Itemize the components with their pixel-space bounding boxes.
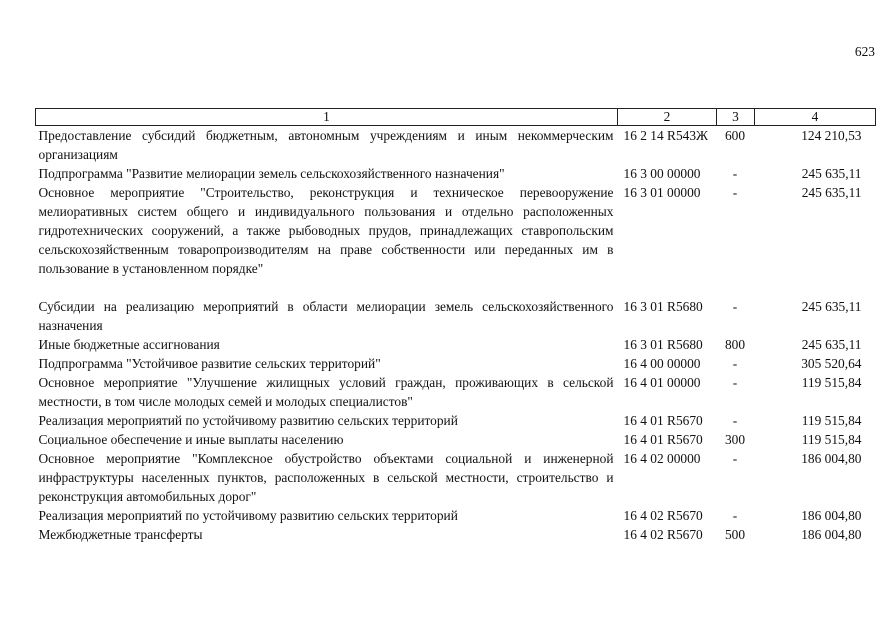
row-code: 16 4 01 R5670 xyxy=(623,432,703,447)
row-amount: 305 520,64 xyxy=(801,356,862,371)
row-amount: 245 635,11 xyxy=(801,166,862,181)
row-amount: 186 004,80 xyxy=(801,451,862,466)
row-name: Предоставление субсидий бюджетным, автономным учреждениям и иным некоммерческим организациям xyxy=(38,128,614,162)
row-amount: 245 635,11 xyxy=(801,299,862,314)
row-expense-type: 300 xyxy=(724,432,746,447)
row-expense-type: - xyxy=(732,451,738,466)
row-expense-type: - xyxy=(732,508,738,523)
row-code: 16 3 01 R5680 xyxy=(623,299,703,314)
row-expense-type: - xyxy=(732,185,738,200)
table-row xyxy=(36,506,876,525)
column-header-4: 4 xyxy=(755,109,876,126)
row-name: Иные бюджетные ассигнования xyxy=(38,337,220,352)
table-row xyxy=(36,335,876,354)
table-row xyxy=(36,164,876,183)
budget-table xyxy=(35,108,876,544)
row-code: 16 4 02 00000 xyxy=(623,451,701,466)
row-code: 16 2 14 R543Ж xyxy=(623,128,709,143)
page-number: 623 xyxy=(854,44,875,59)
row-amount: 186 004,80 xyxy=(801,508,862,523)
row-code: 16 3 01 R5680 xyxy=(623,337,703,352)
row-name: Подпрограмма "Развитие мелиорации земель сельскохозяйственного назначения" xyxy=(38,166,505,181)
table-row xyxy=(36,411,876,430)
row-amount: 119 515,84 xyxy=(801,375,862,390)
row-amount: 245 635,11 xyxy=(801,337,862,352)
row-amount: 119 515,84 xyxy=(801,432,862,447)
row-expense-type: - xyxy=(732,166,738,181)
row-code: 16 4 01 00000 xyxy=(623,375,701,390)
row-expense-type: - xyxy=(732,299,738,314)
row-code: 16 3 01 00000 xyxy=(623,185,701,200)
row-expense-type: - xyxy=(732,375,738,390)
table-row xyxy=(36,373,876,411)
row-name: Субсидии на реализацию мероприятий в области мелиорации земель сельскохозяйственного назначения xyxy=(38,299,614,333)
row-name: Основное мероприятие "Улучшение жилищных условий граждан, проживающих в сельской местности, в том числе молодых семей и молодых специалистов" xyxy=(38,375,614,409)
row-code: 16 4 01 R5670 xyxy=(623,413,703,428)
column-header-2: 2 xyxy=(618,109,717,126)
table-row xyxy=(36,126,876,165)
row-name: Реализация мероприятий по устойчивому развитию сельских территорий xyxy=(38,508,458,523)
row-name: Реализация мероприятий по устойчивому развитию сельских территорий xyxy=(38,413,458,428)
row-name: Основное мероприятие "Строительство, реконструкция и техническое перевооружение мелиоративных систем общего и индивидуального пользования и отдельно расположенных гидротехнических сооружений, а также рыбоводных прудов, принадлежащих ставропольским сельскохозяйственным товаропроизводителям на праве собственности или переданных им в пользование в установленном порядке" xyxy=(38,185,614,276)
table-body xyxy=(36,126,876,545)
column-header-3: 3 xyxy=(717,109,755,126)
row-amount: 124 210,53 xyxy=(801,128,862,143)
row-name: Подпрограмма "Устойчивое развитие сельских территорий" xyxy=(38,356,381,371)
row-expense-type: 500 xyxy=(724,527,746,542)
row-expense-type: - xyxy=(732,413,738,428)
table-row xyxy=(36,183,876,278)
row-amount: 245 635,11 xyxy=(801,185,862,200)
row-code: 16 4 02 R5670 xyxy=(623,527,703,542)
row-amount: 119 515,84 xyxy=(801,413,862,428)
row-code: 16 4 02 R5670 xyxy=(623,508,703,523)
row-name: Социальное обеспечение и иные выплаты населению xyxy=(38,432,344,447)
header-row xyxy=(36,109,876,126)
column-header-1: 1 xyxy=(36,109,618,126)
row-expense-type: 600 xyxy=(724,128,746,143)
row-name: Межбюджетные трансферты xyxy=(38,527,203,542)
table-row xyxy=(36,297,876,335)
table-row xyxy=(36,449,876,506)
spacer-row xyxy=(36,278,876,297)
row-code: 16 3 00 00000 xyxy=(623,166,701,181)
table-row xyxy=(36,525,876,544)
row-expense-type: 800 xyxy=(724,337,746,352)
row-amount: 186 004,80 xyxy=(801,527,862,542)
table-row xyxy=(36,430,876,449)
table-row xyxy=(36,354,876,373)
row-code: 16 4 00 00000 xyxy=(623,356,701,371)
row-name: Основное мероприятие "Комплексное обустройство объектами социальной и инженерной инфраструктуры населенных пунктов, расположенных в сельской местности, строительство и реконструкция автомобильных дорог" xyxy=(38,451,614,504)
row-expense-type: - xyxy=(732,356,738,371)
